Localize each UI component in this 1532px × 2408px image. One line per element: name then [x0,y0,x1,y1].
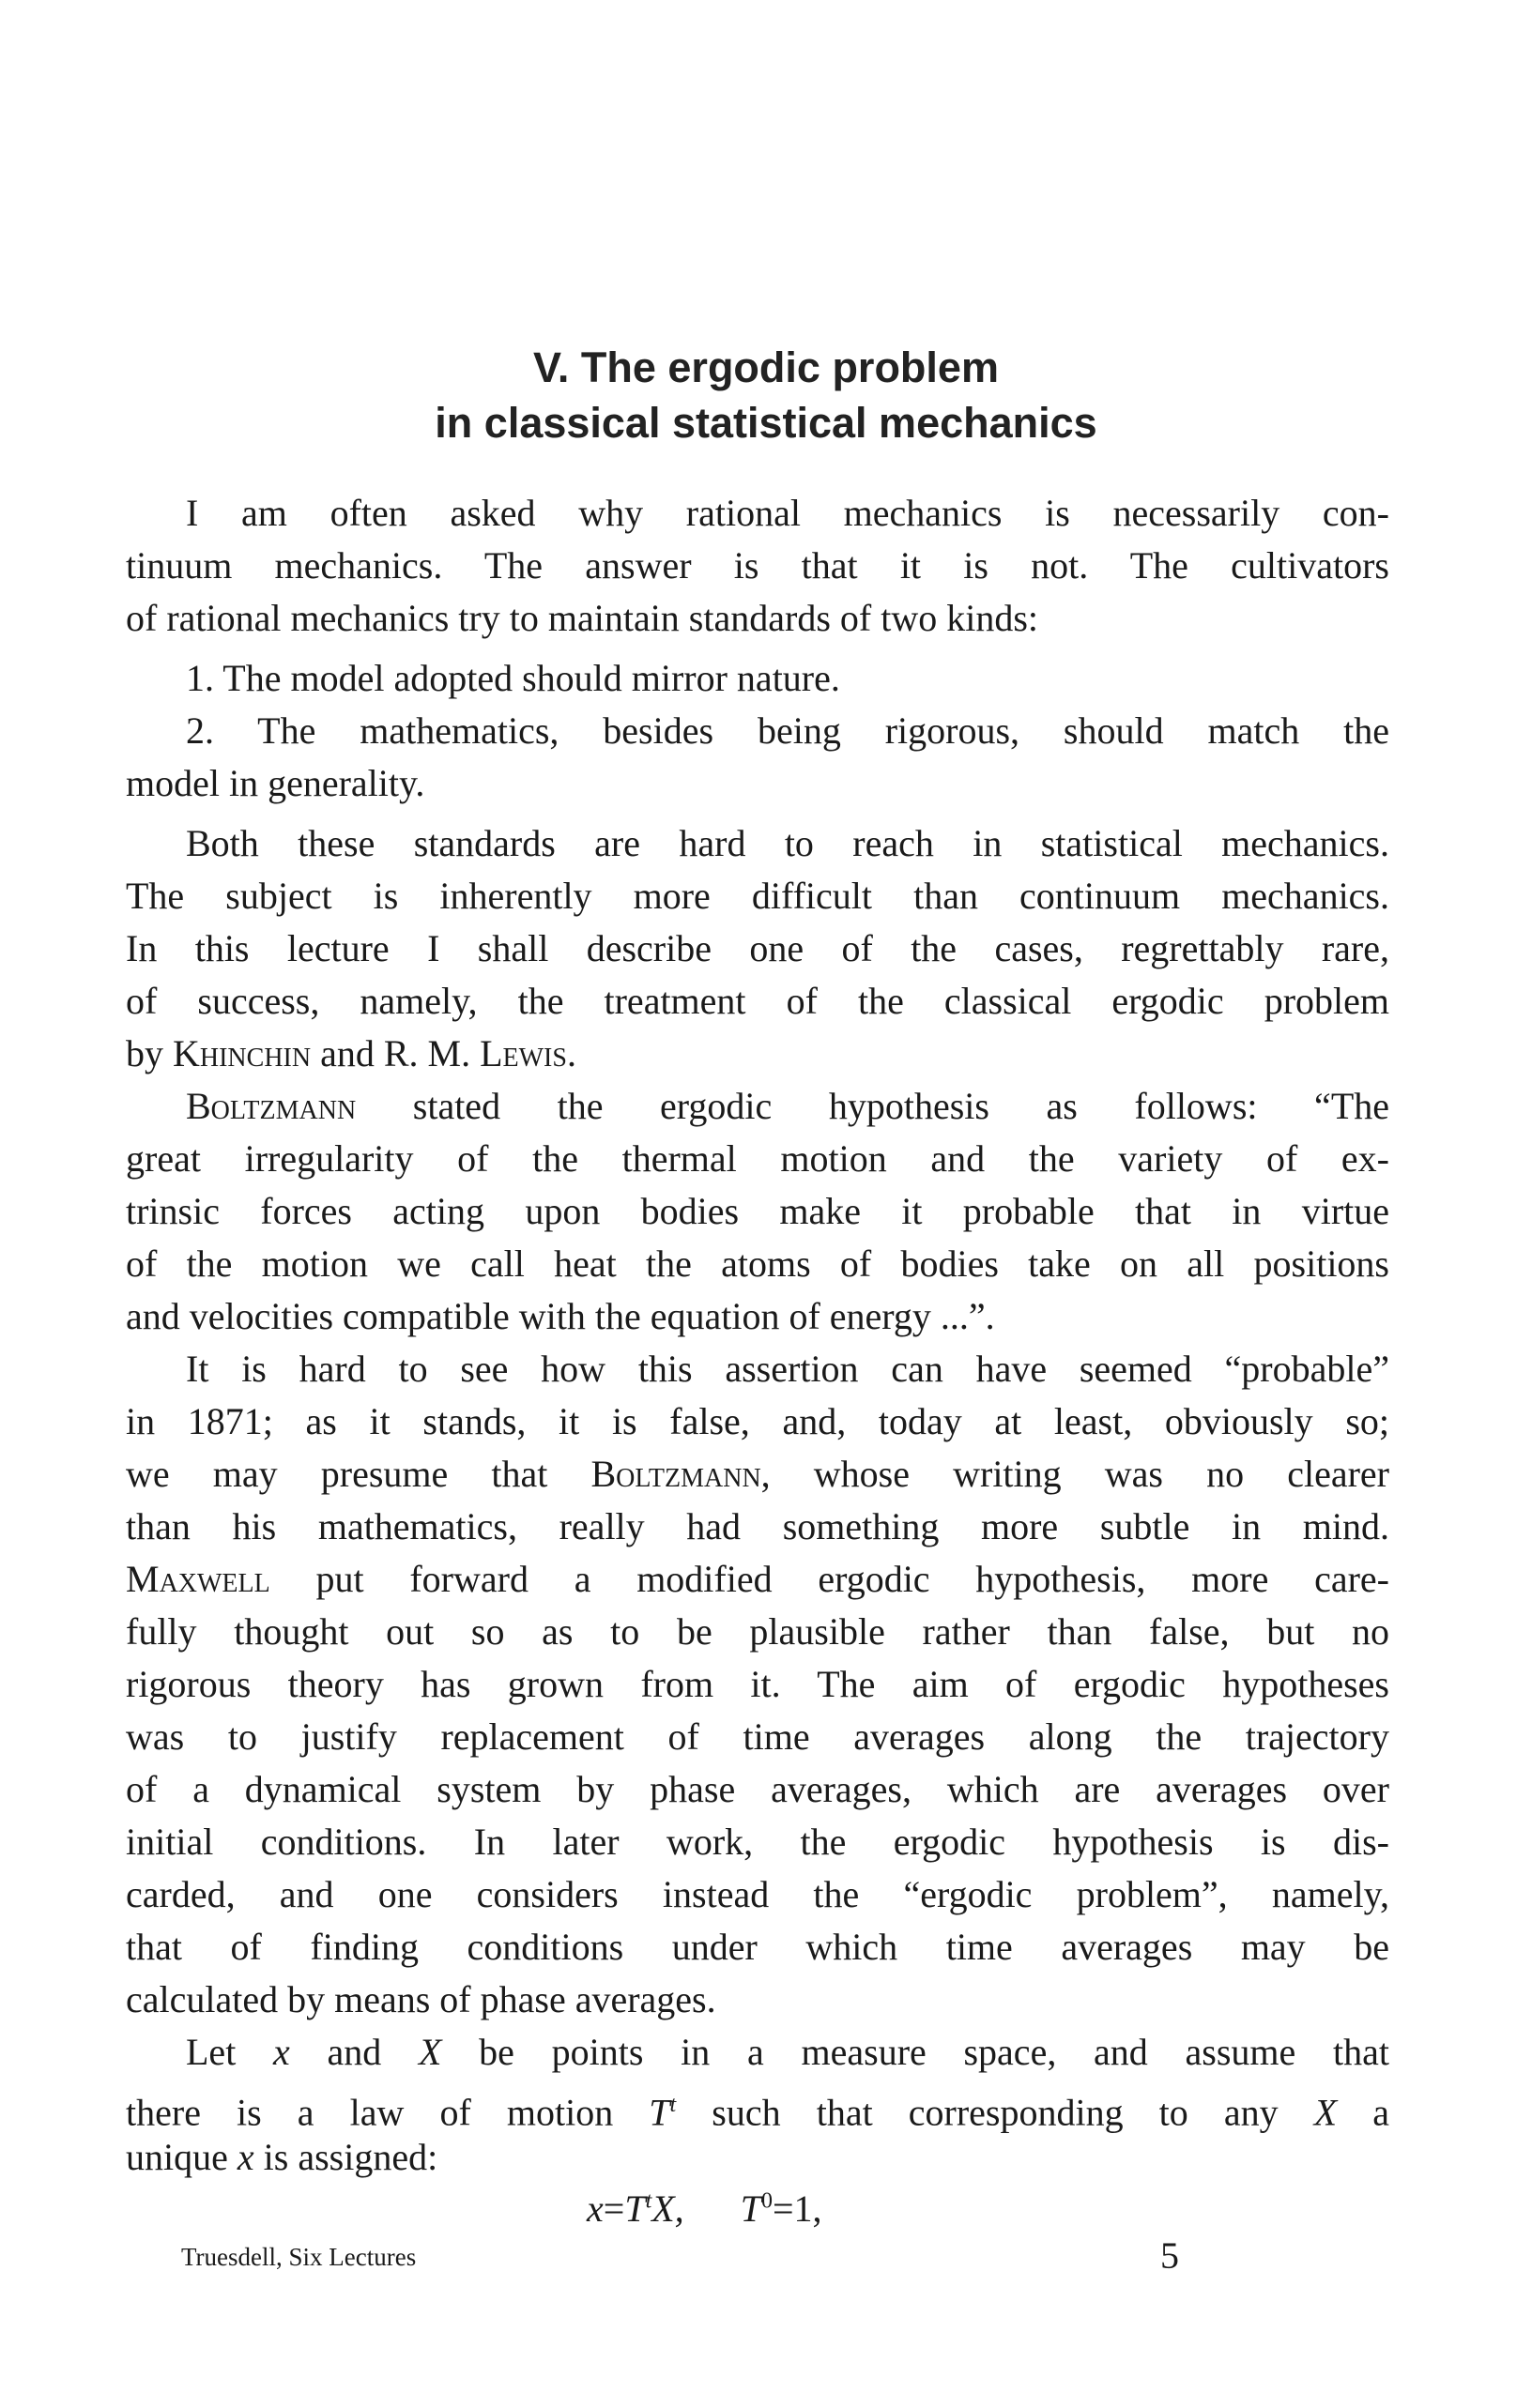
text-line [126,1921,1389,1974]
text: we may presume that [126,1453,591,1495]
text-line [126,1816,1389,1868]
text: I am often asked why rational mechanics is necessarily con- [186,492,1389,534]
text: 2. The mathematics, besides being rigorous, should match the [186,709,1389,752]
text: Let [186,2031,274,2073]
math-symbol: X [419,2031,442,2073]
text-line [126,1343,1389,1395]
text-line [126,2079,1389,2134]
text: of the motion we call heat the atoms of bodies take on all positions [126,1242,1389,1285]
text: , whose writing was no clearer [760,1453,1389,1495]
paragraph [126,2026,1389,2184]
text-line [126,652,1389,705]
text-line [126,592,1389,645]
text-line [126,922,1389,975]
math-symbol: X [1313,2091,1338,2134]
eq-superscript: t [645,2188,652,2214]
text: of rational mechanics try to maintain standards of two kinds: [126,597,1038,639]
math-symbol: T [649,2091,670,2134]
math-symbol: x [273,2031,290,2073]
text-line [126,1133,1389,1185]
text: is assigned: [253,2136,438,2178]
text: Both these standards are hard to reach in statistical mechanics. [186,822,1389,864]
text: tinuum mechanics. The answer is that it is not. The cultivators [126,544,1389,587]
author-name: Lewis [480,1032,567,1074]
text-line [126,705,1389,757]
text: by [126,1032,173,1074]
text: than his mathematics, really had something more subtle in mind. [126,1505,1389,1547]
text-line [126,540,1389,592]
text-line [126,1763,1389,1816]
text-line [126,757,1389,810]
text: model in generality. [126,762,425,804]
text: put forward a modified ergodic hypothesis, more care- [269,1558,1389,1600]
text: . [566,1032,576,1074]
text: 1. The model adopted should mirror nature. [186,657,840,699]
text: calculated by means of phase averages. [126,1978,716,2020]
eq-operator: T [624,2187,646,2230]
text-line [126,817,1389,870]
text: of success, namely, the treatment of the classical ergodic problem [126,980,1389,1022]
text: It is hard to see how this assertion can have seemed “probable” [186,1348,1389,1390]
text: trinsic forces acting upon bodies make it probable that in virtue [126,1190,1389,1232]
text-line [126,2131,1389,2184]
paragraph [126,817,1389,1080]
text-line [126,975,1389,1028]
text: in 1871; as it stands, it is false, and, today at least, obviously so; [126,1400,1389,1442]
eq-lhs: x [587,2187,604,2230]
chapter-title-line-1: V. The ergodic problem [533,343,999,391]
text-line [126,1606,1389,1658]
paragraph [126,1080,1389,1343]
text: The subject is inherently more difficult than continuum mechanics. [126,875,1389,917]
text: that of finding conditions under which time averages may be [126,1926,1389,1968]
paragraph [126,487,1389,645]
equation [587,2187,822,2231]
eq-rhs: =1, [772,2187,822,2230]
text: rigorous theory has grown from it. The aim of ergodic hypotheses [126,1663,1389,1705]
text-line [126,870,1389,922]
text: carded, and one considers instead the “ergodic problem”, namely, [126,1873,1389,1915]
text: was to justify replacement of time averages along the trajectory [126,1715,1389,1758]
text: of a dynamical system by phase averages, which are averages over [126,1768,1389,1810]
body-text [126,487,1389,2184]
text: and [289,2031,420,2073]
text-line [126,1290,1389,1343]
text-line [126,1974,1389,2026]
text: stated the ergodic hypothesis as follows: “The [356,1085,1389,1127]
text: such that corresponding to any [676,2091,1314,2134]
text-line [126,2026,1389,2079]
text: great irregularity of the thermal motion and the variety of ex- [126,1137,1389,1180]
text: a [1337,2091,1389,2134]
author-name: Boltzmann [590,1453,761,1495]
chapter-title-line-2: in classical statistical mechanics [435,399,1097,447]
text-line [126,1868,1389,1921]
text-line [126,1501,1389,1553]
text-line [126,1185,1389,1238]
eq-equals: = [603,2187,625,2230]
text-line [126,1238,1389,1290]
text-line [126,1028,1389,1080]
text-line [126,1448,1389,1501]
page-number: 5 [1160,2234,1179,2277]
math-superscript: t [669,2093,677,2117]
text: and velocities compatible with the equation of energy ...”. [126,1295,995,1337]
eq-argument: X, [651,2187,684,2230]
text: fully thought out so as to be plausible rather than false, but no [126,1610,1389,1653]
paragraph [126,652,1389,705]
text-line [126,1395,1389,1448]
text-line [126,1711,1389,1763]
text: be points in a measure space, and assume that [441,2031,1389,2073]
text: unique [126,2136,237,2178]
text-line [126,1553,1389,1606]
author-name: Boltzmann [186,1085,357,1127]
eq-superscript-2: 0 [760,2188,773,2214]
paragraph [126,1343,1389,2026]
paragraph [126,705,1389,810]
text: and R. M. [311,1032,481,1074]
text-line [126,487,1389,540]
math-symbol: x [237,2136,254,2178]
text: In this lecture I shall describe one of the cases, regrettably rare, [126,927,1389,969]
running-footer: Truesdell, Six Lectures [181,2243,417,2271]
author-name: Maxwell [126,1558,270,1600]
text: there is a law of motion [126,2091,650,2134]
text-line [126,1080,1389,1133]
text-line [126,1658,1389,1711]
author-name: Khinchin [173,1032,312,1074]
text: initial conditions. In later work, the ergodic hypothesis is dis- [126,1821,1389,1863]
eq-operator-2: T [740,2187,761,2230]
